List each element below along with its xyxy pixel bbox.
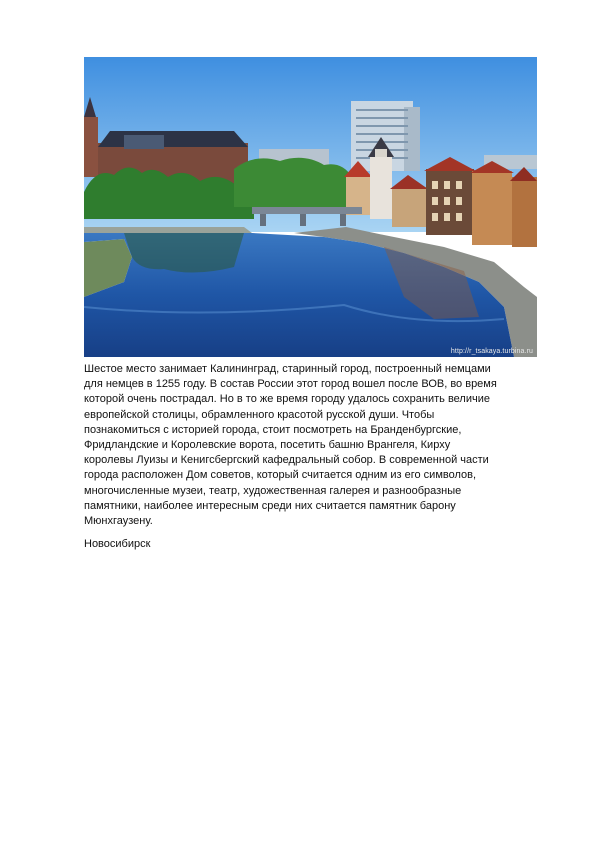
paragraph-line: Фридландские и Королевские ворота, посетить башню Врангеля, Кирху [84,439,451,452]
paragraph-line: многочисленные музеи, театр, художественная галерея и разнообразные [84,484,462,497]
kaliningrad-paragraph [84,362,540,529]
paragraph-line: королевы Луизы и Кенигсбергский кафедральный собор. В современной части [84,454,489,467]
city-heading-novosibirsk: Новосибирск [84,538,151,550]
paragraph-line: Шестое место занимает Калининград, старинный город, построенный немцами [84,363,491,375]
paragraph-line: которой очень пострадал. Но в то же время городу удалось сохранить величие [84,393,490,406]
kaliningrad-photo-illustration [84,57,537,357]
paragraph-line: города расположен Дом советов, который считается одним из его символов, [84,469,477,482]
paragraph-line: европейской столицы, обрамленного красотой русской души. Чтобы [84,408,435,421]
photo-watermark: http://r_tsakaya.turbina.ru [450,348,533,355]
paragraph-line: памятники, наиболее интересным среди них считается памятник барону [84,499,456,512]
paragraph-line: познакомиться с историей города, стоит посмотреть на Бранденбургские, [84,423,462,436]
kaliningrad-photo [84,57,537,357]
paragraph-line: Мюнхгаузену. [84,515,153,528]
paragraph-line: для немцев в 1255 году. В состав России этот город вошел после ВОВ, во время [84,378,497,391]
